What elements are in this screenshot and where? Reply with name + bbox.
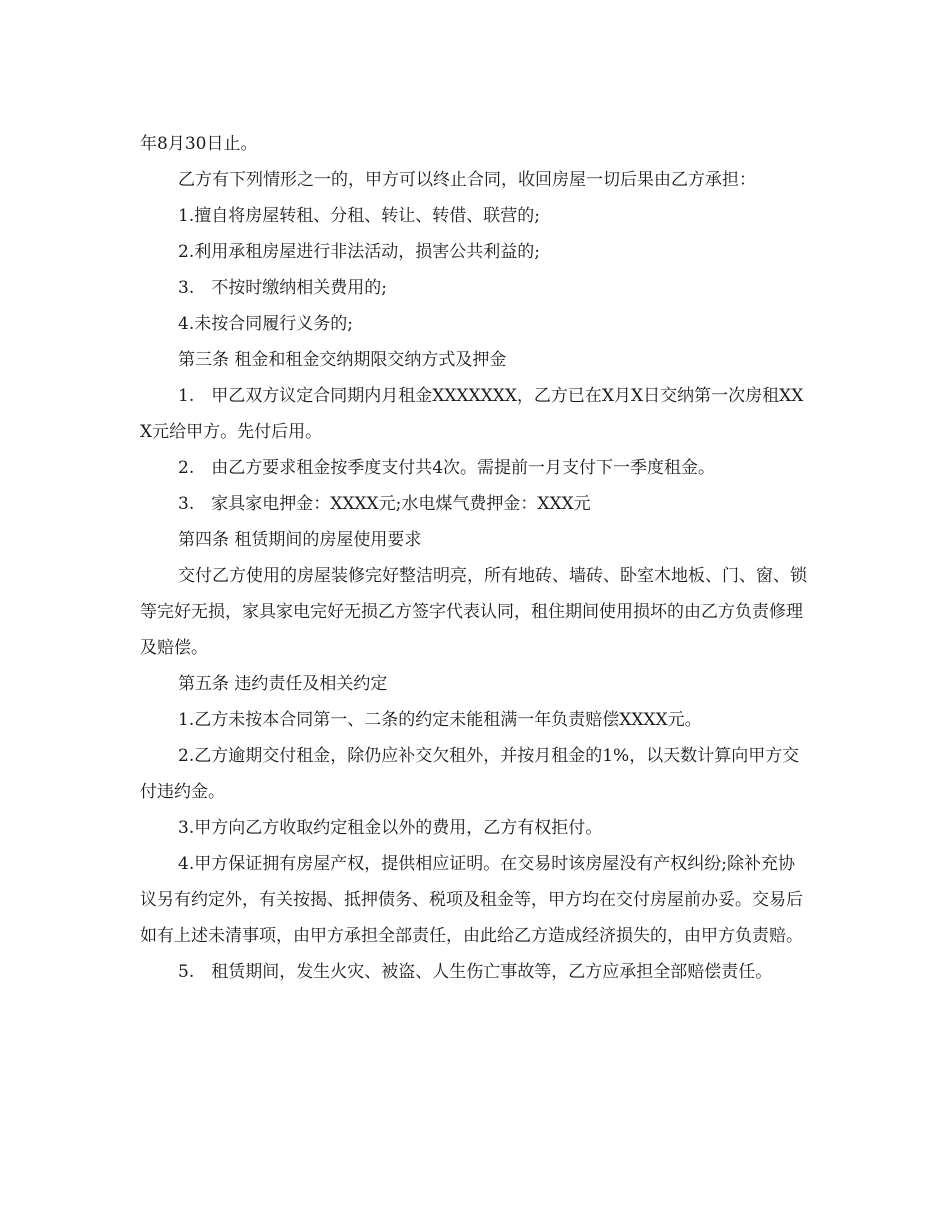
paragraph: 交付乙方使用的房屋装修完好整洁明亮，所有地砖、墙砖、卧室木地板、门、窗、锁等完好无损，家具家电完好无损乙方签字代表认同，租住期间使用损坏的由乙方负责修理及赔偿。: [140, 566, 807, 658]
paragraph: 5. 租赁期间，发生火灾、被盗、人生伤亡事故等，乙方应承担全部赔偿责任。: [178, 962, 773, 982]
paragraph: 乙方有下列情形之一的，甲方可以终止合同，收回房屋一切后果由乙方承担：: [178, 170, 756, 190]
paragraph: 第五条 违约责任及相关约定: [178, 674, 388, 694]
paragraph: 4.未按合同履行义务的;: [178, 314, 353, 334]
paragraph: 3. 不按时缴纳相关费用的;: [178, 278, 387, 298]
paragraph: 第四条 租赁期间的房屋使用要求: [178, 530, 422, 550]
paragraph: 2.利用承租房屋进行非法活动，损害公共利益的;: [178, 242, 540, 262]
paragraph: 2. 由乙方要求租金按季度支付共4次。需提前一月支付下一季度租金。: [178, 458, 716, 478]
paragraph: 1.乙方未按本合同第一、二条的约定未能租满一年负责赔偿XXXX元。: [178, 710, 702, 730]
paragraph: 3. 家具家电押金：XXXX元;水电煤气费押金：XXX元: [178, 494, 591, 514]
paragraph: 3.甲方向乙方收取约定租金以外的费用，乙方有权拒付。: [178, 818, 603, 838]
paragraph: 1. 甲乙双方议定合同期内月租金XXXXXXX，乙方已在X月X日交纳第一次房租XXX元给甲方。先付后用。: [140, 386, 804, 442]
paragraph: 1.擅自将房屋转租、分租、转让、转借、联营的;: [178, 206, 540, 226]
paragraph: 第三条 租金和租金交纳期限交纳方式及押金: [178, 350, 507, 370]
paragraph: 4.甲方保证拥有房屋产权，提供相应证明。在交易时该房屋没有产权纠纷;除补充协议另有约定外，有关按揭、抵押债务、税项及租金等，甲方均在交付房屋前办妥。交易后如有上述未清事项，由甲方承担全部责任，由此给乙方造成经济损失的，由甲方负责赔。: [140, 854, 803, 946]
paragraph: 年8月30日止。: [140, 134, 258, 154]
paragraph: 2.乙方逾期交付租金，除仍应补交欠租外，并按月租金的1%，以天数计算向甲方交付违约金。: [140, 746, 800, 802]
document-body: [140, 126, 810, 990]
